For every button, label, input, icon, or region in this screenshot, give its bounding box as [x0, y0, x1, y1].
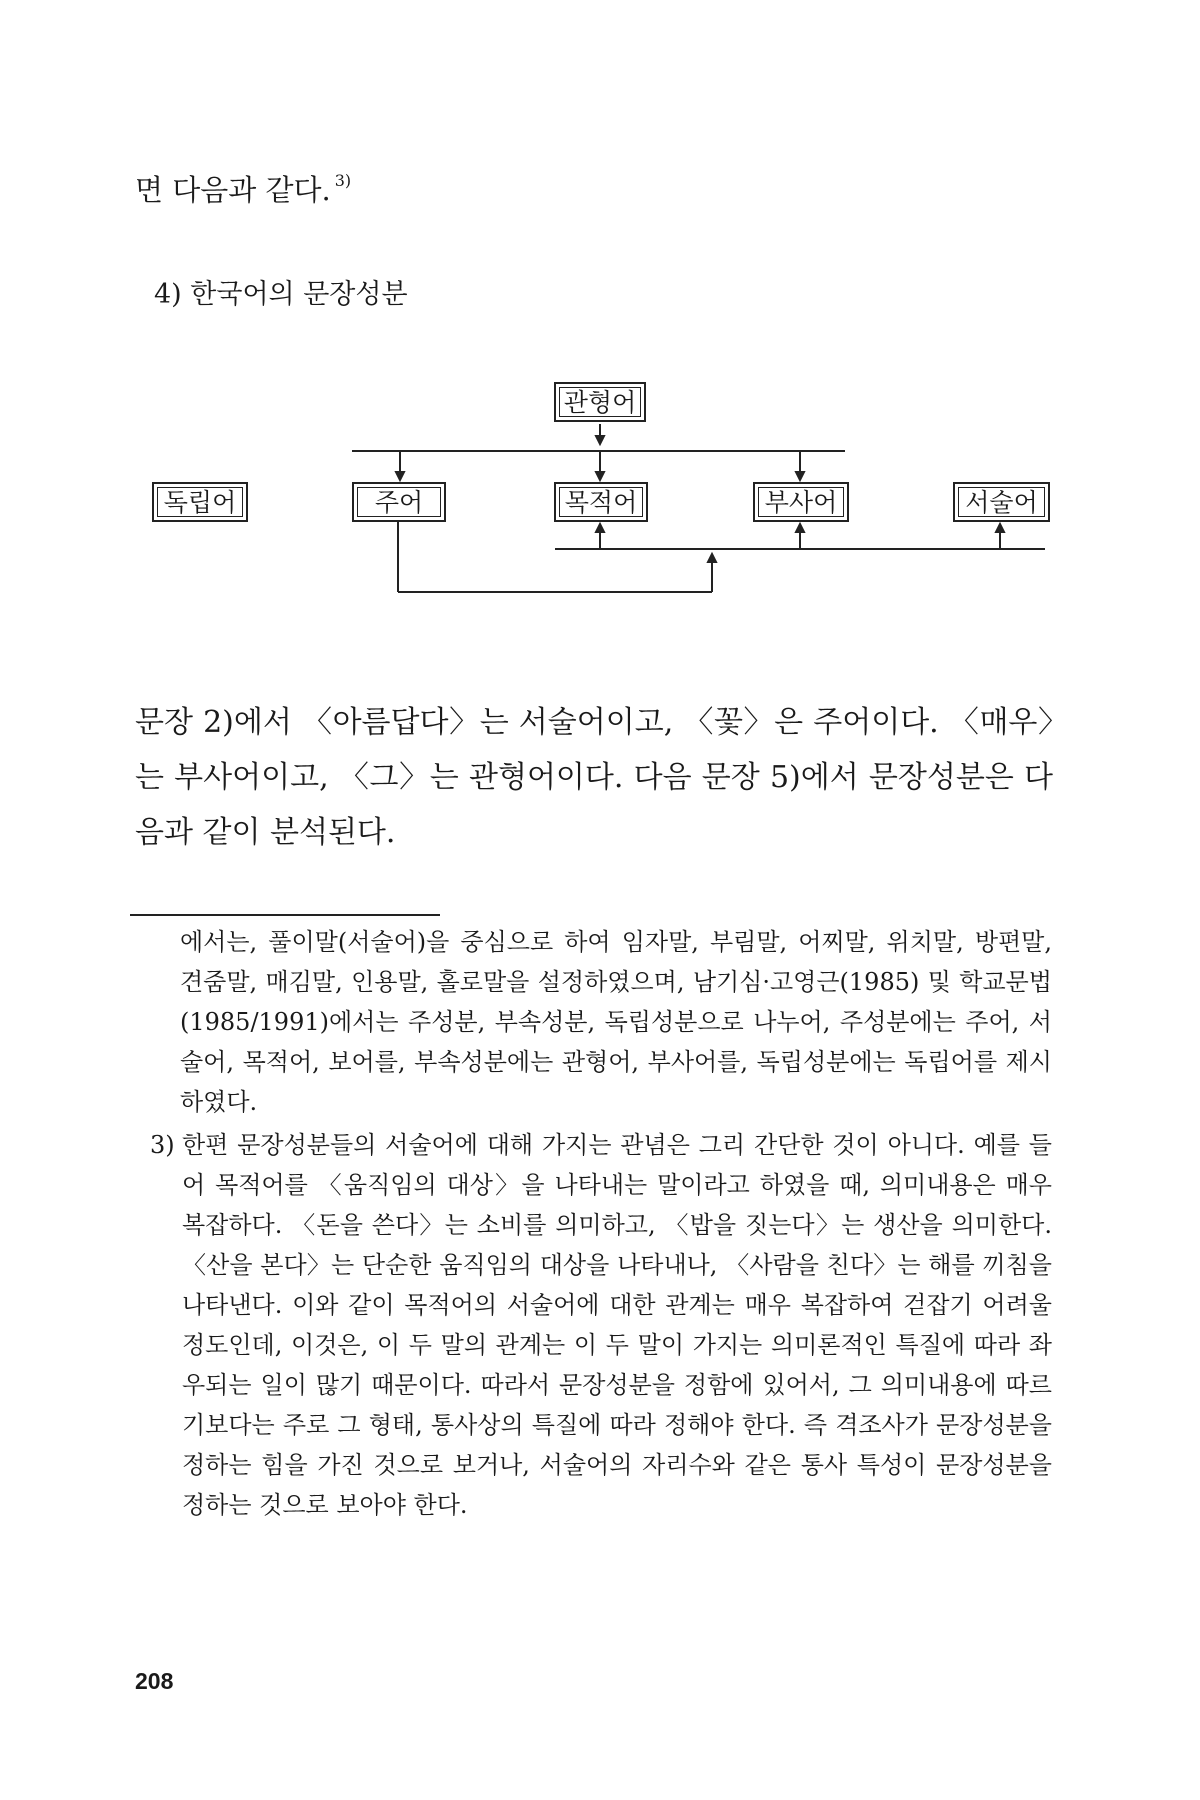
footnote-3-number: 3): [150, 1131, 175, 1159]
arrow-icon: [596, 524, 604, 532]
arrow-icon: [996, 524, 1004, 532]
box-subject-label: 주어: [357, 487, 441, 517]
footnote-ref: 3): [334, 171, 352, 190]
body-paragraph: 문장 2)에서 〈아름답다〉는 서술어이고, 〈꽃〉은 주어이다. 〈매우〉는 부사어이고, 〈그〉는 관형어이다. 다음 문장 5)에서 문장성분은 다음과 같이 분석된다.: [135, 705, 1053, 850]
footnote-3-text: 한편 문장성분들의 서술어에 대해 가지는 관념은 그리 간단한 것이 아니다. 예를 들어 목적어를 〈움직임의 대상〉을 나타내는 말이라고 하였을 때, 의미내용은 매우 복잡하다. 〈돈을 쓴다〉는 소비를 의미하고, 〈밥을 짓는다〉는 생산을 의미한다. 〈산을 본다〉는 단순한 움직임의 대상을 나타내나, 〈사람을 친다〉는 해를 끼침을 나타낸다. 이와 같이 목적어의 서술어에 대한 관계는 매우 복잡하여 걷잡기 어려울 정도인데, 이것은, 이 두 말의 관계는 이 두 말이 가지는 의미론적인 특질에 따라 좌우되는 일이 많기 때문이다. 따라서 문장성분을 정함에 있어서, 그 의미내용에 따르기보다는 주로 그 형태, 통사상의 특질에 따라 정해야 한다. 즉 격조사가 문장성분을 정하는 힘을 가진 것으로 보거나, 서술어의 자리수와 같은 통사 특성이 문장성분을 정하는 것으로 보아야 한다.: [182, 1131, 1052, 1519]
arrow-icon: [596, 436, 604, 444]
footnote-continuation: 에서는, 풀이말(서술어)을 중심으로 하여 임자말, 부림말, 어찌말, 위치말, 방편말, 견줌말, 매김말, 인용말, 홀로말을 설정하였으며, 남기심·고영근(1985) 및 학교문법(1985/1991)에서는 주성분, 부속성분, 독립성분으로 나누어, 주성분에는 주어, 서술어, 목적어, 보어를, 부속성분에는 관형어, 부사어를, 독립성분에는 독립어를 제시하였다.: [180, 928, 1052, 1116]
box-adverbial: [753, 482, 849, 522]
diagram-connectors: [0, 0, 1200, 640]
box-predicate: [953, 482, 1050, 522]
section-heading: 4) 한국어의 문장성분: [154, 279, 408, 310]
arrow-icon: [796, 524, 804, 532]
box-object: [554, 482, 648, 522]
page-number: 208: [135, 1668, 174, 1694]
lead-text: 면 다음과 같다.: [135, 173, 331, 207]
box-subject: [352, 482, 446, 522]
box-adverbial-label: 부사어: [758, 487, 844, 517]
arrow-icon: [396, 472, 404, 480]
sentence-component-diagram: [0, 0, 1200, 640]
box-independent-label: 독립어: [157, 487, 243, 517]
box-modifier: [554, 382, 646, 422]
arrow-icon: [796, 472, 804, 480]
box-modifier-label: 관형어: [559, 387, 641, 417]
arrow-icon: [596, 472, 604, 480]
footnote-divider: [130, 914, 440, 916]
box-object-label: 목적어: [559, 487, 643, 517]
box-independent: [152, 482, 248, 522]
box-predicate-label: 서술어: [958, 487, 1045, 517]
arrow-icon: [708, 554, 716, 562]
footnote-3: [150, 1125, 1052, 1525]
